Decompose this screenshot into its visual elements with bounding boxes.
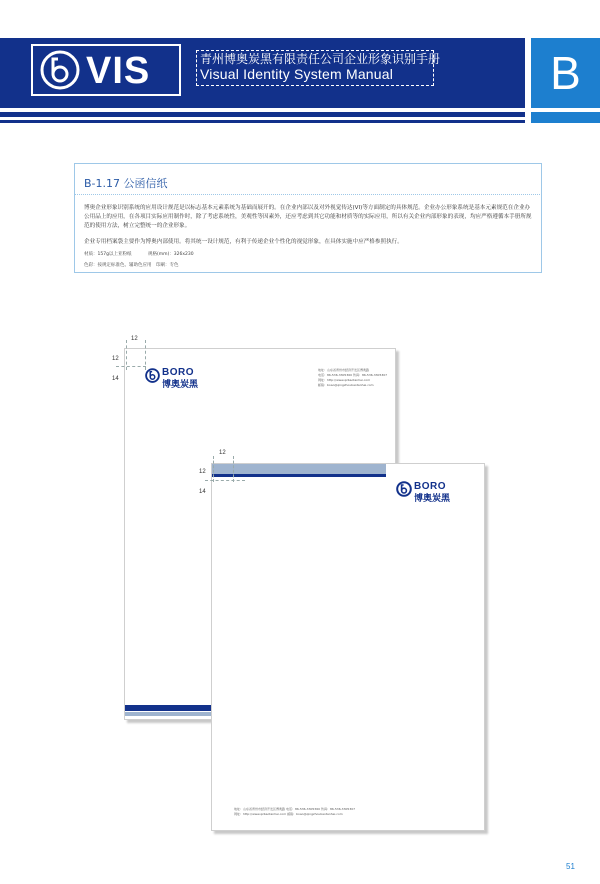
guide-line bbox=[213, 456, 214, 482]
company-logo-icon bbox=[40, 50, 80, 90]
spec-print: 印刷：专色 bbox=[156, 263, 179, 268]
header-stripe-thin bbox=[0, 120, 525, 123]
brand-logo-icon bbox=[396, 481, 412, 497]
manual-title-en: Visual Identity System Manual bbox=[200, 66, 394, 82]
front-sheet-top-band bbox=[212, 474, 386, 477]
section-letter: B bbox=[531, 38, 600, 108]
section-title: B-1.17 公函信纸 bbox=[84, 177, 168, 190]
guide-line bbox=[205, 480, 245, 481]
manual-title-cn: 青州博奥炭黑有限责任公司企业形象识别手册 bbox=[200, 52, 441, 66]
spec-color: 色彩：按规定标准色、辅助色应用 bbox=[84, 263, 152, 268]
letterhead-front-sheet bbox=[211, 463, 485, 831]
info-paragraph-2: 企业专用档案袋主要作为博奥内部使用。将其统一设计规范，有利于传递企业个性化的视觉形象，在具体实施中应严格参照执行。 bbox=[84, 239, 403, 245]
dim-label-left: 12 bbox=[199, 469, 206, 475]
spec-size: 规格(mm)：326x230 bbox=[148, 252, 194, 257]
brand-name-en: BORO bbox=[414, 481, 446, 492]
brand-name-cn: 博奥炭黑 bbox=[414, 494, 451, 504]
address-line: 电话：86-536-3305360 传真：86-536-3305307 bbox=[318, 373, 388, 377]
dim-label-left-2: 14 bbox=[199, 489, 206, 495]
dim-label-left-2: 14 bbox=[112, 376, 119, 382]
address-line: 网址：http://www.qzbaotanhei.com bbox=[318, 378, 371, 382]
info-paragraph-1: 博奥企业形象识别系统的应用设计规范是以标志基本元素系统为基础而展开的。在企业内部以及对外视觉传达(VI)等方面制定的具体规范。企业办公形象系统是基本元素规范在企业办公用品上的应用，在各项目实际应用制作时，除了考虑系统性，美观性等因素外，还应考虑到其它功能和材质等的实际应用，所以有关企业内部形象的表现，均应严格遵循本手册所规范的使用方法，树立完整统一的企业形象。 bbox=[84, 205, 532, 229]
info-divider bbox=[74, 194, 542, 195]
brand-name-cn: 博奥炭黑 bbox=[162, 380, 199, 390]
guide-line bbox=[116, 366, 146, 367]
address-line: 邮箱：boao@qingzhoubaotanhei.com bbox=[318, 383, 374, 387]
dim-label-left: 12 bbox=[112, 356, 119, 362]
logo-text: VIS bbox=[86, 50, 151, 92]
header-stripe bbox=[0, 112, 525, 117]
front-sheet-top-band-light bbox=[212, 464, 386, 474]
page-number: 51 bbox=[566, 862, 575, 871]
brand-name-en: BORO bbox=[162, 367, 194, 378]
guide-line bbox=[233, 456, 234, 482]
spec-material: 材质：157g以上亚粉纸 bbox=[84, 252, 132, 257]
dim-label-top: 12 bbox=[219, 450, 226, 456]
dim-label-top: 12 bbox=[131, 336, 138, 342]
brand-logo-icon bbox=[145, 368, 160, 383]
section-tab-stripe bbox=[531, 112, 600, 123]
footer-line: 网址：http://www.qzbaotanhei.com 邮箱：boao@qingzhoubaotanhei.com bbox=[234, 812, 343, 816]
address-line: 地址：山东省青州市经济开发区博奥路 bbox=[318, 368, 370, 372]
footer-line: 地址：山东省青州市经济开发区博奥路 电话：86-536-3305360 传真：86-536-3305307 bbox=[234, 807, 356, 811]
